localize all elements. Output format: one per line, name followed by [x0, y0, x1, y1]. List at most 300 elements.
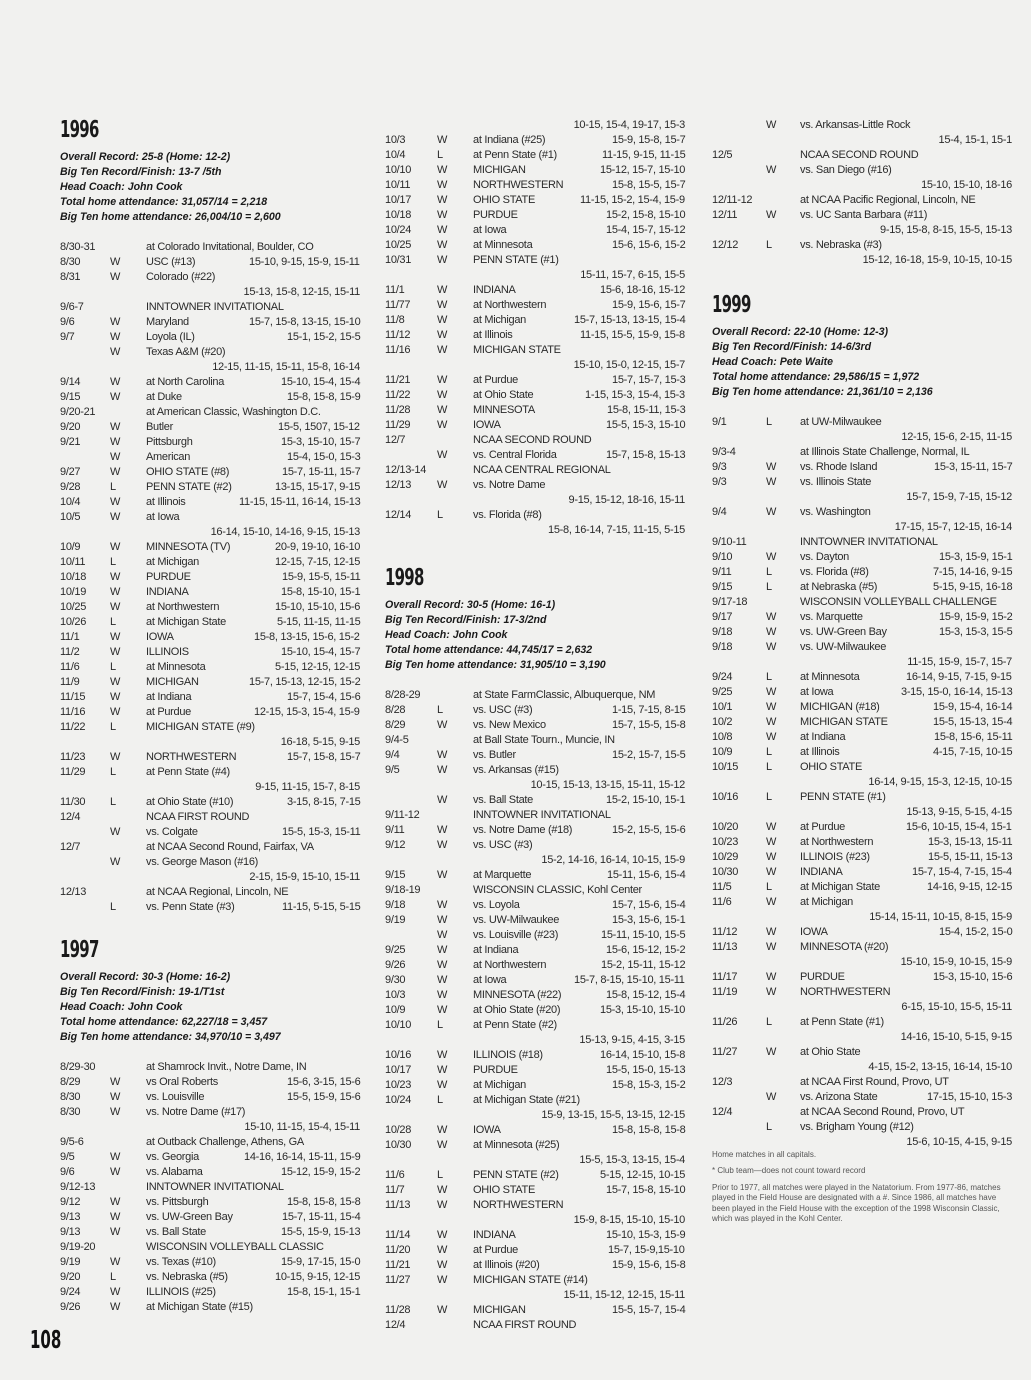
- match-result: W: [766, 1045, 777, 1058]
- match-result: L: [766, 239, 772, 251]
- match-row: [385, 958, 685, 973]
- match-date: 10/8: [712, 730, 733, 743]
- match-row: [385, 133, 685, 148]
- match-date: 9/26: [60, 1300, 81, 1313]
- match-date: 12/4: [60, 810, 81, 823]
- match-date: 9/15: [712, 580, 733, 593]
- match-score: 11-15, 15-2, 15-4, 15-9: [580, 194, 685, 206]
- match-result: W: [437, 1138, 448, 1151]
- match-opponent: IOWA: [800, 925, 828, 938]
- match-opponent: at Illinois (#20): [473, 1258, 540, 1271]
- match-opponent: INDIANA: [800, 865, 843, 878]
- match-row: [60, 810, 360, 825]
- match-opponent: IOWA: [473, 419, 501, 431]
- match-date: 12/13-14: [385, 464, 427, 476]
- match-date: 11/2: [60, 645, 80, 658]
- match-result: W: [437, 1183, 448, 1196]
- match-row: [712, 820, 1012, 835]
- match-date: 12/14: [385, 509, 412, 521]
- match-opponent: at Michigan State (#21): [473, 1093, 580, 1106]
- match-date: 9/26: [385, 958, 406, 971]
- match-row: [712, 148, 1012, 163]
- match-result: W: [110, 645, 121, 658]
- match-result: W: [110, 585, 121, 598]
- season-record-line: Overall Record: 25-8 (Home: 12-2): [60, 151, 231, 163]
- match-date: 10/3: [385, 988, 406, 1001]
- match-score: 15-3, 15-9, 15-1: [939, 550, 1013, 563]
- match-result: L: [766, 1120, 772, 1133]
- match-score: 5-15, 12-15, 12-15: [275, 660, 361, 673]
- match-opponent: at Michigan: [800, 895, 853, 908]
- match-score: 15-4, 15-7, 15-12: [606, 224, 686, 236]
- match-date: 9/15: [60, 390, 81, 403]
- match-date: 10/1: [712, 700, 733, 713]
- match-date: 9/13: [60, 1210, 81, 1223]
- match-score: 5-15, 12-15, 10-15: [600, 1168, 686, 1181]
- match-date: 9/18: [385, 898, 406, 911]
- match-result: L: [766, 790, 772, 803]
- match-opponent: at Iowa: [473, 224, 507, 236]
- match-opponent: MICHIGAN: [146, 675, 199, 688]
- match-opponent: vs. Central Florida: [473, 449, 557, 461]
- match-row: [385, 748, 685, 763]
- match-row: [712, 970, 1012, 985]
- match-score: 15-5, 15-3, 15-11: [282, 825, 361, 838]
- match-date: 9/5-6: [60, 1135, 84, 1148]
- match-result: W: [437, 718, 448, 731]
- match-row: [385, 988, 685, 1003]
- match-date: 9/28: [60, 480, 81, 493]
- match-row: [712, 985, 1012, 1000]
- match-opponent: at Ohio State: [473, 389, 534, 401]
- match-opponent: vs. USC (#3): [473, 703, 533, 716]
- match-result: W: [766, 985, 777, 998]
- match-opponent: at Indiana: [800, 730, 846, 743]
- match-opponent: at Michigan: [146, 555, 199, 568]
- match-result: W: [110, 435, 121, 448]
- match-score: 16-14, 15-10, 14-16, 9-15, 15-13: [210, 525, 360, 538]
- season-record-line: Big Ten Record/Finish: 13-7 /5th: [60, 165, 222, 178]
- match-opponent: vs. Colgate: [146, 825, 198, 838]
- match-row: [60, 1165, 360, 1180]
- match-opponent: at Ball State Tourn., Muncie, IN: [473, 733, 615, 746]
- match-opponent: at Iowa: [473, 973, 507, 986]
- match-row: [712, 1015, 1012, 1030]
- season-year: 1997: [60, 937, 99, 963]
- match-date: 10/23: [385, 1078, 412, 1091]
- match-opponent: at Nebraska (#5): [800, 580, 878, 593]
- match-score: 15-9, 13-15, 15-5, 13-15, 12-15: [541, 1108, 685, 1121]
- match-date: 10/5: [60, 510, 81, 523]
- match-opponent: at UW-Milwaukee: [800, 415, 882, 428]
- match-row: [60, 465, 360, 480]
- match-row: [712, 625, 1012, 640]
- match-date: 9/3: [712, 475, 727, 488]
- match-score: 15-7, 15-8, 15-13: [606, 449, 686, 461]
- match-date: 9/15: [385, 868, 406, 881]
- match-row: [385, 718, 685, 733]
- match-row: [60, 255, 360, 270]
- match-opponent: MICHIGAN STATE (#9): [146, 720, 255, 733]
- match-result: W: [437, 134, 448, 146]
- match-date: 9/19: [385, 913, 406, 926]
- match-row: [712, 238, 1012, 253]
- match-row: [60, 630, 360, 645]
- match-score: 15-3, 15-10, 15-7: [281, 435, 361, 448]
- match-result: W: [110, 540, 121, 553]
- match-result: W: [437, 449, 448, 461]
- match-score: 15-7, 15-5, 15-8: [612, 718, 686, 731]
- match-row: [712, 1000, 1012, 1015]
- match-opponent: vs. Arizona State: [800, 1090, 878, 1103]
- match-opponent: at Illinois State Challenge, Normal, IL: [800, 445, 970, 458]
- match-date: 11/23: [60, 750, 86, 763]
- match-score: 15-10, 15-4, 15-7: [281, 645, 361, 658]
- match-opponent: vs. Notre Dame (#18): [473, 823, 573, 836]
- match-date: 11/1: [385, 284, 405, 296]
- match-date: 11/12: [385, 329, 411, 341]
- match-date: 11/13: [712, 940, 738, 953]
- match-row: [712, 595, 1012, 610]
- match-result: W: [110, 465, 121, 478]
- match-score: 3-15, 8-15, 7-15: [287, 795, 361, 808]
- match-date: 9/20: [60, 1270, 81, 1283]
- match-row: [712, 253, 1012, 268]
- match-row: [385, 793, 685, 808]
- match-opponent: vs. Louisville: [146, 1090, 205, 1103]
- match-opponent: at Iowa: [800, 685, 834, 698]
- match-result: W: [766, 164, 777, 176]
- match-score: 11-15, 15-9, 15-7, 15-7: [907, 655, 1012, 668]
- season-year: 1998: [385, 565, 424, 591]
- match-row: [712, 490, 1012, 505]
- match-score: 15-7, 15-11, 15-7: [282, 465, 361, 478]
- match-score: 15-7, 15-13, 13-15, 15-4: [574, 314, 686, 326]
- match-date: 11/21: [385, 1258, 411, 1271]
- match-row: [385, 898, 685, 913]
- match-opponent: at Indiana (#25): [473, 134, 546, 146]
- match-row: [712, 835, 1012, 850]
- match-date: 9/4: [385, 748, 400, 761]
- match-score: 15-3, 15-10, 15-10: [600, 1003, 686, 1016]
- match-opponent: Butler: [146, 420, 173, 433]
- match-row: [385, 373, 685, 388]
- match-result: W: [437, 1258, 448, 1271]
- match-row: [60, 420, 360, 435]
- match-result: W: [766, 505, 777, 518]
- match-score: 15-8, 15-11, 15-3: [607, 404, 686, 416]
- match-row: [385, 1108, 685, 1123]
- match-date: 11/6: [712, 895, 732, 908]
- match-score: 15-6, 15-12, 15-2: [606, 943, 686, 956]
- match-result: W: [110, 345, 121, 358]
- match-row: [385, 283, 685, 298]
- match-date: 12/13: [60, 885, 87, 898]
- season-record-line: Head Coach: Pete Waite: [712, 355, 834, 368]
- match-result: W: [110, 1225, 121, 1238]
- match-row: [385, 448, 685, 463]
- match-date: 10/4: [60, 495, 81, 508]
- match-result: W: [437, 1078, 448, 1091]
- match-row: [60, 1060, 360, 1075]
- match-score: 15-7, 15-7, 15-3: [612, 374, 686, 386]
- match-result: W: [110, 675, 121, 688]
- season-records: [60, 970, 360, 1045]
- match-opponent: vs. Brigham Young (#12): [800, 1120, 914, 1133]
- match-row: [712, 133, 1012, 148]
- match-row: [712, 850, 1012, 865]
- match-date: 8/28: [385, 703, 406, 716]
- match-opponent: vs. UW-Milwaukee: [800, 640, 887, 653]
- match-result: W: [766, 119, 777, 131]
- match-score: 14-16, 16-14, 15-11, 15-9: [244, 1150, 361, 1163]
- match-score: 15-5, 15-9, 15-6: [287, 1090, 361, 1103]
- match-opponent: MINNESOTA (#22): [473, 988, 562, 1001]
- match-date: 11/77: [385, 299, 411, 311]
- match-opponent: at Ohio State (#10): [146, 795, 234, 808]
- match-date: 11/27: [385, 1273, 411, 1286]
- match-row: [385, 703, 685, 718]
- match-score: 11-15, 5-15, 5-15: [282, 900, 361, 913]
- match-date: 10/26: [60, 615, 87, 628]
- match-result: W: [437, 314, 448, 326]
- match-row: [712, 1075, 1012, 1090]
- match-date: 11/16: [60, 705, 86, 718]
- match-result: W: [437, 763, 448, 776]
- match-score: 15-3, 15-10, 15-6: [933, 970, 1013, 983]
- match-opponent: at NCAA First Round, Provo, UT: [800, 1075, 949, 1088]
- match-opponent: at Marquette: [473, 868, 532, 881]
- match-result: W: [110, 1150, 121, 1163]
- match-score: 15-11, 15-6, 15-4: [607, 868, 686, 881]
- match-opponent: at Outback Challenge, Athens, GA: [146, 1135, 304, 1148]
- match-row: [712, 610, 1012, 625]
- match-row: [60, 855, 360, 870]
- match-opponent: NORTHWESTERN: [146, 750, 237, 763]
- match-row: [60, 615, 360, 630]
- match-date: 11/6: [385, 1168, 405, 1181]
- match-opponent: at Minnesota (#25): [473, 1138, 560, 1151]
- season-record-line: Big Ten Record/Finish: 14-6/3rd: [712, 340, 872, 353]
- match-score: 15-7, 15-13, 12-15, 15-2: [249, 675, 361, 688]
- match-opponent: NCAA FIRST ROUND: [473, 1318, 577, 1331]
- match-score: 15-10, 15-4, 15-4: [281, 375, 361, 388]
- match-row: [385, 1168, 685, 1183]
- match-date: 10/23: [712, 835, 739, 848]
- match-score: 1-15, 7-15, 8-15: [612, 703, 686, 716]
- match-score: 15-8, 15-1, 15-1: [287, 1285, 361, 1298]
- match-score: 16-18, 5-15, 9-15: [280, 735, 360, 748]
- match-opponent: at NCAA Second Round, Fairfax, VA: [146, 840, 314, 853]
- match-date: 11/14: [385, 1228, 411, 1241]
- match-result: L: [437, 703, 443, 716]
- match-score: 15-5, 15-3, 13-15, 15-4: [579, 1153, 685, 1166]
- match-row: [385, 313, 685, 328]
- match-opponent: MICHIGAN (#18): [800, 700, 880, 713]
- match-row: [385, 733, 685, 748]
- match-row: [60, 360, 360, 375]
- match-opponent: NCAA SECOND ROUND: [473, 434, 592, 446]
- match-row: [60, 375, 360, 390]
- match-score: 15-9, 15-6, 15-8: [612, 1258, 686, 1271]
- match-opponent: NCAA FIRST ROUND: [146, 810, 250, 823]
- match-result: L: [437, 1168, 443, 1181]
- match-result: W: [110, 510, 121, 523]
- match-result: L: [437, 509, 443, 521]
- match-result: W: [766, 475, 777, 488]
- season-1999: [712, 293, 1012, 1150]
- match-date: 10/10: [385, 1018, 412, 1031]
- match-score: 15-13, 9-15, 4-15, 3-15: [579, 1033, 685, 1046]
- match-score: 15-2, 15-5, 15-6: [612, 823, 686, 836]
- match-date: 11/8: [385, 314, 405, 326]
- match-opponent: vs. Nebraska (#5): [146, 1270, 228, 1283]
- match-row: [385, 358, 685, 373]
- match-row: [60, 240, 360, 255]
- match-row: [712, 865, 1012, 880]
- match-result: W: [110, 570, 121, 583]
- match-opponent: INNTOWNER INVITATIONAL: [146, 1180, 284, 1193]
- match-score: 15-2, 14-16, 16-14, 10-15, 15-9: [541, 853, 685, 866]
- match-row: [385, 523, 685, 538]
- match-date: 9/3-4: [712, 445, 736, 458]
- match-date: 10/11: [60, 555, 86, 568]
- match-score: 15-6, 3-15, 15-6: [287, 1075, 361, 1088]
- match-score: 15-12, 16-18, 15-9, 10-15, 10-15: [862, 254, 1012, 266]
- match-date: 9/6: [60, 1165, 75, 1178]
- match-date: 8/29: [60, 1075, 81, 1088]
- match-result: W: [766, 940, 777, 953]
- season-year: 1996: [60, 117, 99, 143]
- match-result: L: [437, 1093, 443, 1106]
- match-row: [385, 1078, 685, 1093]
- match-result: W: [437, 1198, 448, 1211]
- match-opponent: MICHIGAN STATE (#14): [473, 1273, 588, 1286]
- match-score: 16-14, 15-10, 15-8: [600, 1048, 686, 1061]
- match-score: 15-5, 15-11, 15-13: [928, 850, 1013, 863]
- match-opponent: at Northwestern: [146, 600, 220, 613]
- match-row: [712, 505, 1012, 520]
- match-result: W: [110, 690, 121, 703]
- match-opponent: at Shamrock Invit., Notre Dame, IN: [146, 1060, 307, 1073]
- match-score: 15-8, 15-10, 15-1: [281, 585, 361, 598]
- match-result: L: [437, 149, 443, 161]
- match-score: 11-15, 9-15, 11-15: [602, 149, 686, 161]
- match-date: 9/17-18: [712, 595, 748, 608]
- match-date: 10/4: [385, 149, 406, 161]
- match-result: W: [437, 374, 448, 386]
- match-row: [712, 700, 1012, 715]
- match-date: 9/10: [712, 550, 733, 563]
- match-result: W: [437, 1303, 448, 1316]
- match-opponent: INNTOWNER INVITATIONAL: [146, 300, 284, 313]
- match-date: 9/25: [712, 685, 733, 698]
- season-record-line: Big Ten home attendance: 31,905/10 = 3,190: [385, 658, 606, 671]
- match-row: [385, 388, 685, 403]
- match-opponent: at Northwestern: [800, 835, 874, 848]
- match-result: W: [766, 865, 777, 878]
- match-row: [385, 883, 685, 898]
- match-row: [385, 1288, 685, 1303]
- match-row: [385, 928, 685, 943]
- match-result: L: [110, 900, 116, 913]
- match-row: [60, 525, 360, 540]
- match-row: [385, 1273, 685, 1288]
- match-row: [60, 885, 360, 900]
- match-row: [60, 1150, 360, 1165]
- match-score: 9-15, 15-12, 18-16, 15-11: [568, 494, 685, 506]
- match-score: 15-5, 15-13, 15-4: [933, 715, 1013, 728]
- match-row: [385, 868, 685, 883]
- match-result: W: [110, 255, 121, 268]
- match-opponent: Loyola (IL): [146, 330, 195, 343]
- match-opponent: at Michigan: [473, 314, 526, 326]
- match-score: 1-15, 15-3, 15-4, 15-3: [585, 389, 685, 401]
- match-opponent: at Ohio State (#20): [473, 1003, 561, 1016]
- match-row: [712, 910, 1012, 925]
- match-opponent: INDIANA: [473, 1228, 516, 1241]
- match-row: [385, 403, 685, 418]
- match-score: 14-16, 9-15, 12-15: [927, 880, 1013, 893]
- match-row: [60, 675, 360, 690]
- match-row: [385, 223, 685, 238]
- season-record-line: Total home attendance: 29,586/15 = 1,972: [712, 370, 920, 383]
- match-result: W: [437, 748, 448, 761]
- match-row: [712, 550, 1012, 565]
- match-row: [385, 208, 685, 223]
- match-opponent: NORTHWESTERN: [473, 1198, 564, 1211]
- match-opponent: at Indiana: [473, 943, 519, 956]
- match-date: 8/30: [60, 1090, 81, 1103]
- match-score: 15-8, 15-3, 15-2: [612, 1078, 686, 1091]
- match-result: L: [766, 415, 772, 428]
- match-date: 8/28-29: [385, 688, 421, 701]
- match-row: [712, 640, 1012, 655]
- match-score: 17-15, 15-7, 12-15, 16-14: [894, 520, 1012, 533]
- match-score: 15-5, 15-3, 15-10: [606, 419, 686, 431]
- match-result: W: [110, 315, 121, 328]
- match-opponent: MICHIGAN: [473, 1303, 526, 1316]
- match-date: 8/30-31: [60, 240, 96, 253]
- match-opponent: vs. Butler: [473, 748, 516, 761]
- match-row: [385, 943, 685, 958]
- match-score: 15-9, 17-15, 15-0: [281, 1255, 361, 1268]
- match-score: 15-9, 15-6, 15-7: [612, 299, 686, 311]
- match-score: 15-14, 15-11, 10-15, 8-15, 15-9: [869, 910, 1012, 923]
- match-date: 9/10-11: [712, 535, 747, 548]
- season-record-line: Head Coach: John Cook: [385, 628, 508, 641]
- match-score: 15-10, 15-9, 10-15, 15-9: [900, 955, 1012, 968]
- match-row: [385, 463, 685, 478]
- match-row: [385, 298, 685, 313]
- match-row: [60, 570, 360, 585]
- match-row: [385, 253, 685, 268]
- match-result: W: [437, 793, 448, 806]
- match-row: [385, 763, 685, 778]
- match-opponent: NORTHWESTERN: [800, 985, 891, 998]
- footnote: * Club team—does not count toward record: [712, 1166, 866, 1176]
- match-date: 12/11-12: [712, 194, 753, 206]
- match-row: [385, 508, 685, 523]
- match-date: 11/15: [60, 690, 86, 703]
- match-date: 11/28: [385, 404, 411, 416]
- match-date: 10/30: [712, 865, 739, 878]
- match-result: L: [110, 1270, 116, 1283]
- match-result: W: [437, 1063, 448, 1076]
- match-row: [712, 715, 1012, 730]
- match-row: [60, 870, 360, 885]
- match-row: [60, 510, 360, 525]
